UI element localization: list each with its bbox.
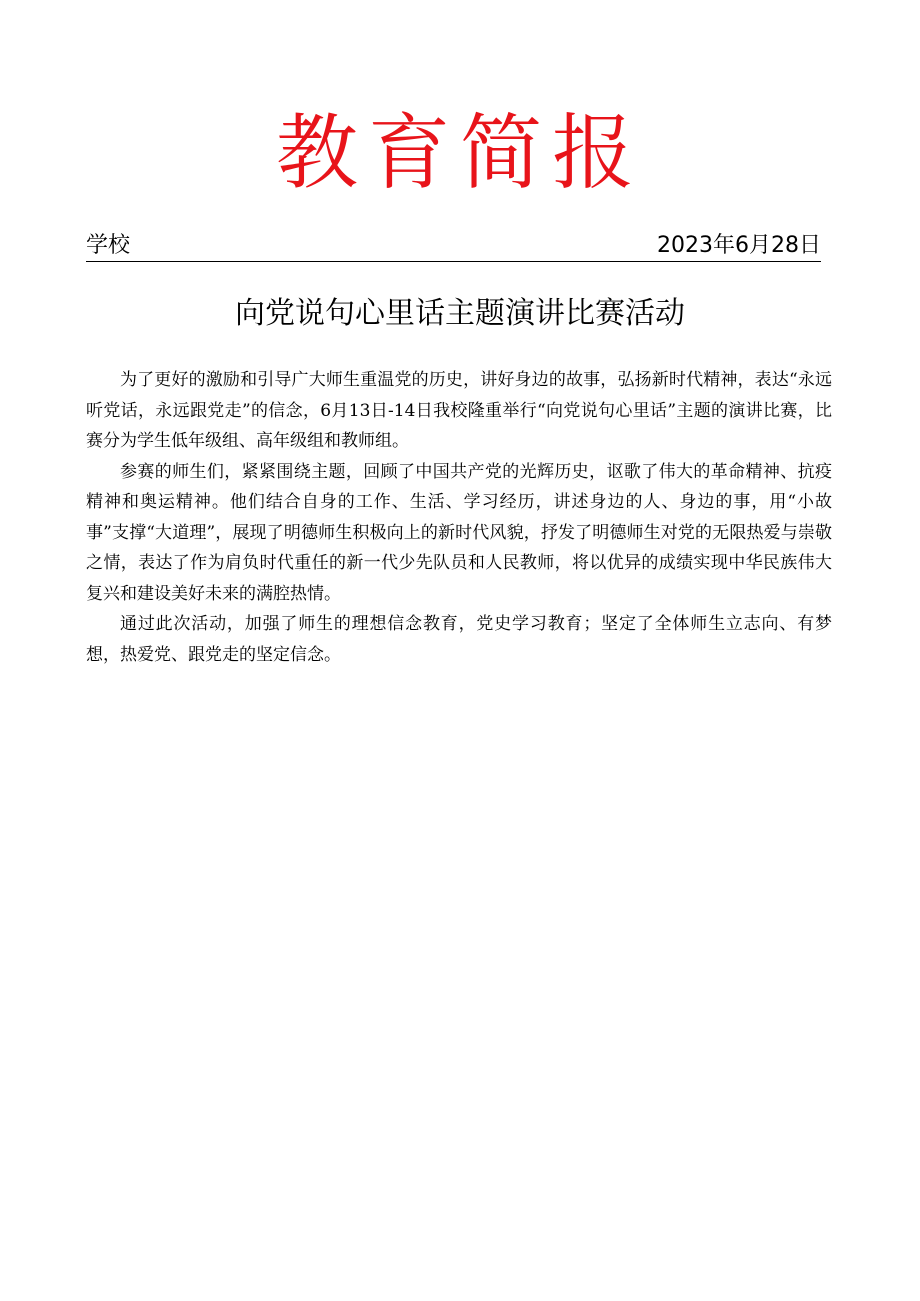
article-body xyxy=(86,365,832,670)
body-paragraph: 通过此次活动，加强了师生的理想信念教育，党史学习教育；坚定了全体师生立志向、有梦想，热爱党、跟党走的坚定信念。 xyxy=(86,614,832,665)
school-label: 学校 xyxy=(86,233,131,258)
body-paragraph: 参赛的师生们，紧紧围绕主题，回顾了中国共产党的光辉历史，讴歌了伟大的革命精神、抗疫精神和奥运精神。他们结合自身的工作、生活、学习经历，讲述身边的人、身边的事，用“小故事”支撑“大道理”，展现了明德师生积极向上的新时代风貌，抒发了明德师生对党的无限热爱与崇敬之情，表达了作为肩负时代重任的新一代少先队员和人民教师，将以优异的成绩实现中华民族伟大复兴和建设美好未来的满腔热情。 xyxy=(86,461,832,604)
issue-date: 2023年6月28日 xyxy=(657,233,821,258)
newsletter-masthead: 教育简报 xyxy=(275,106,644,201)
body-paragraph: 为了更好的激励和引导广大师生重温党的历史，讲好身边的故事，弘扬新时代精神，表达“永远听党话，永远跟党走”的信念，6月13日-14日我校隆重举行“向党说句心里话”主题的演讲比赛，比赛分为学生低年级组、高年级组和教师组。 xyxy=(86,370,832,451)
article-title: 向党说句心里话主题演讲比赛活动 xyxy=(235,296,685,331)
header-rule-line xyxy=(86,228,821,262)
